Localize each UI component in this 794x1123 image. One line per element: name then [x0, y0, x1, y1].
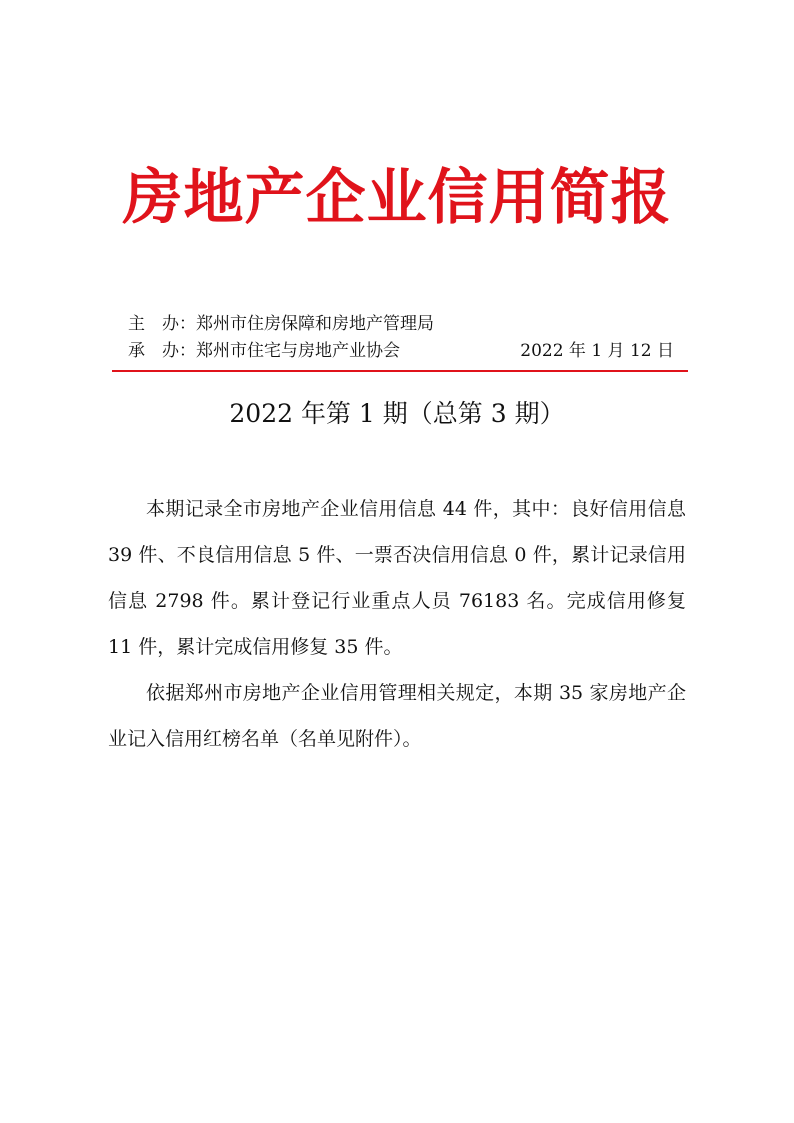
paragraph-red-list: 依据郑州市房地产企业信用管理相关规定，本期 35 家房地产企业记入信用红榜名单（名单见附件）。 — [108, 682, 686, 750]
sponsor-row — [128, 312, 678, 336]
issue-number: 2022 年第 1 期（总第 3 期） — [229, 399, 565, 428]
organizer-row — [128, 339, 678, 363]
body-text — [108, 486, 686, 762]
sponsor-name: 郑州市住房保障和房地产管理局 — [196, 314, 434, 334]
red-divider — [112, 370, 688, 372]
paragraph-statistics: 本期记录全市房地产企业信用信息 44 件，其中：良好信用信息 39 件、不良信用信息 5 件、一票否决信用信息 0 件，累计记录信用信息 2798 件。累计登记行业重点人员 76183 名。完成信用修复 11 件，累计完成信用修复 35 件。 — [108, 498, 686, 658]
issue-date: 2022 年 1 月 12 日 — [520, 341, 674, 361]
masthead-title: 房地产企业信用简报 — [122, 163, 672, 233]
organizer-label: 承 办： — [128, 341, 196, 361]
sponsor-label: 主 办： — [128, 314, 196, 334]
organizer-name: 郑州市住宅与房地产业协会 — [196, 341, 400, 361]
